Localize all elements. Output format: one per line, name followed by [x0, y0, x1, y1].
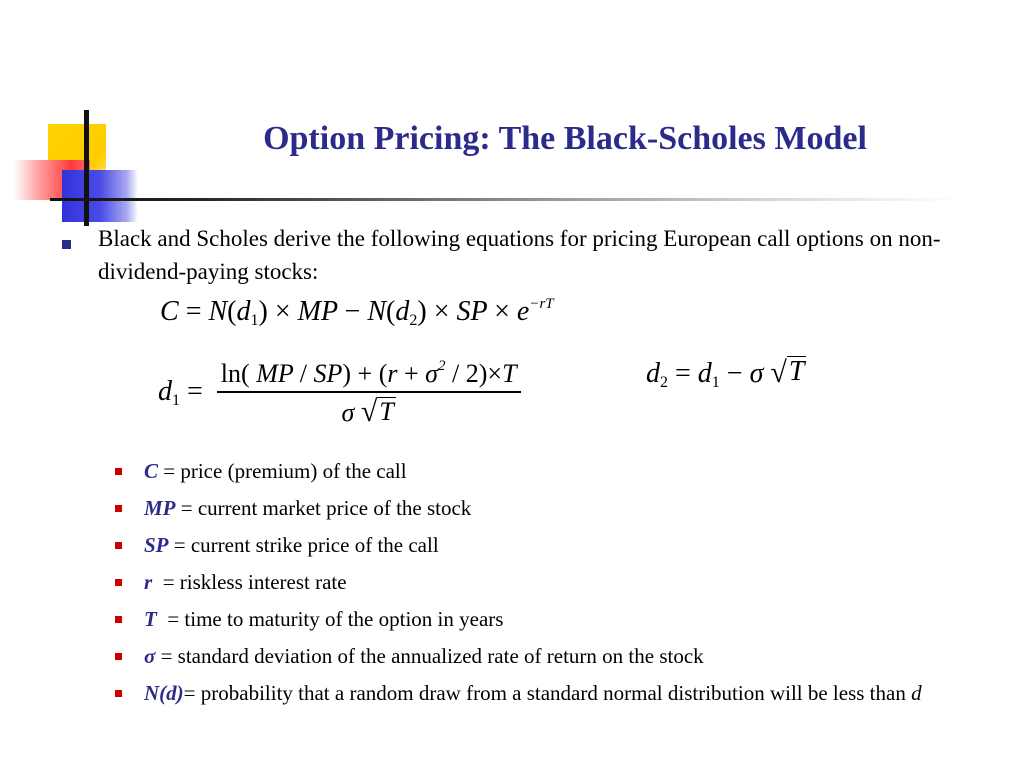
eq-symbol: SP: [313, 359, 343, 388]
eq-symbol: d: [646, 357, 660, 389]
eq-symbol: T: [502, 359, 517, 388]
eq-operator: =: [185, 296, 202, 327]
eq-exponent: 2: [438, 358, 446, 374]
eq-operator: / 2): [452, 359, 488, 388]
eq-symbol: T: [379, 396, 394, 426]
eq-operator: /: [299, 359, 307, 388]
d2-equation: [646, 356, 806, 392]
eq-paren: (: [386, 296, 396, 327]
decor-vertical-line: [84, 110, 89, 226]
eq-exponent: −rT: [529, 296, 554, 312]
list-item: [112, 458, 992, 485]
definitions-list: [112, 458, 992, 717]
definition-text: = price (premium) of the call: [158, 459, 407, 483]
definition-text: = standard deviation of the annualized rate of return on the stock: [155, 644, 704, 668]
call-price-equation: [160, 296, 554, 330]
eq-paren: ): [258, 296, 268, 327]
eq-symbol: d: [236, 296, 251, 327]
eq-symbol: σ: [341, 397, 355, 427]
eq-symbol: SP: [456, 296, 488, 327]
title-underline: [50, 198, 960, 201]
eq-operator: ×: [487, 359, 503, 388]
bullet-square-icon: [115, 505, 122, 512]
list-item: [112, 532, 992, 559]
eq-operator: ×: [274, 296, 291, 327]
eq-paren: ): [417, 296, 427, 327]
d1-numerator: [217, 358, 521, 391]
definition-text: = current market price of the stock: [175, 496, 472, 520]
eq-symbol: N: [208, 296, 228, 327]
bullet-square-icon: [115, 542, 122, 549]
radical-sign: √: [360, 394, 378, 428]
eq-symbol: σ: [749, 357, 764, 389]
list-item: [112, 680, 992, 707]
list-item: [112, 606, 992, 633]
d1-fraction: [217, 358, 521, 428]
bullet-square-icon: [115, 653, 122, 660]
bullet-square-icon: [115, 468, 122, 475]
definition-text: = current strike price of the call: [168, 533, 439, 557]
bullet-square-icon: [115, 579, 122, 586]
eq-operator: −: [344, 296, 361, 327]
definition-text: = riskless interest rate: [152, 570, 347, 594]
eq-symbol: MP: [297, 296, 338, 327]
definition-symbol: σ: [144, 644, 156, 668]
eq-operator: +: [404, 359, 419, 388]
eq-symbol: e: [516, 296, 530, 327]
slide-title: Option Pricing: The Black-Scholes Model: [263, 120, 867, 157]
definition-symbol-tail: d: [911, 681, 922, 705]
radical-sign: √: [770, 355, 787, 389]
eq-operator: −: [726, 357, 743, 389]
eq-subscript: 2: [409, 312, 418, 329]
eq-subscript: 1: [172, 391, 180, 409]
definition-symbol: C: [144, 459, 159, 483]
definition-symbol: r: [144, 570, 153, 594]
eq-subscript: 2: [660, 373, 668, 391]
eq-symbol: d: [395, 296, 410, 327]
eq-operator: =: [187, 375, 203, 407]
eq-subscript: 1: [250, 312, 259, 329]
list-item: [112, 643, 992, 670]
definition-text: = time to maturity of the option in years: [156, 607, 504, 631]
list-item: [112, 569, 992, 596]
eq-operator: ×: [433, 296, 450, 327]
bullet-square-icon: [115, 690, 122, 697]
eq-symbol: σ: [425, 359, 438, 388]
eq-symbol: d: [697, 357, 712, 389]
sqrt-icon: [360, 394, 396, 428]
definition-symbol: N(d): [144, 681, 184, 705]
definition-symbol: MP: [144, 496, 176, 520]
definition-text: = probability that a random draw from a standard normal distribution will be less than: [183, 681, 912, 705]
eq-paren: (: [227, 296, 237, 327]
eq-subscript: 1: [711, 373, 720, 391]
bullet-square-icon: [115, 616, 122, 623]
eq-symbol: r: [387, 359, 398, 388]
eq-operator: ×: [494, 296, 510, 327]
eq-symbol: MP: [256, 359, 294, 388]
bullet-square-icon: [62, 240, 71, 249]
eq-symbol: C: [160, 296, 179, 327]
intro-text: Black and Scholes derive the following equations for pricing European call options on non-dividend-paying stocks:: [98, 226, 941, 284]
eq-symbol: N: [367, 296, 387, 327]
eq-symbol: T: [788, 356, 805, 387]
sqrt-icon: [770, 356, 806, 388]
decor-blue-square: [62, 170, 138, 222]
definition-symbol: T: [144, 607, 157, 631]
eq-operator: =: [675, 357, 691, 389]
d1-denominator: [342, 393, 396, 428]
definition-symbol: SP: [144, 533, 169, 557]
eq-symbol: d: [158, 375, 172, 407]
list-item: [112, 495, 992, 522]
eq-paren: ) + (: [342, 359, 388, 388]
d1-equation: [158, 358, 521, 428]
eq-function: ln(: [220, 359, 250, 388]
